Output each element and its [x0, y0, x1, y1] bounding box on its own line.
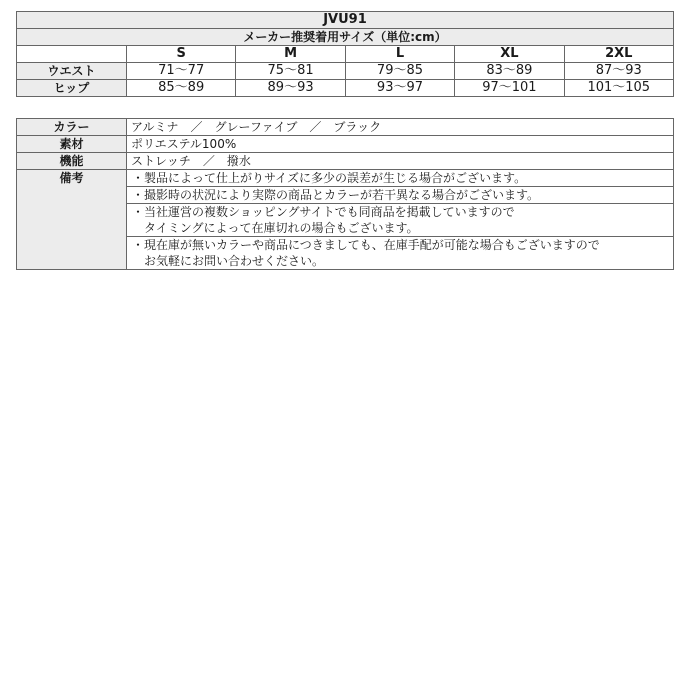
row-label-waist: ウエスト [17, 63, 127, 80]
note-line: タイミングによって在庫切れの場合もございます。 [132, 221, 419, 235]
size-row-hip [17, 80, 674, 97]
note-item [127, 170, 674, 187]
note-line: ・製品によって仕上がりサイズに多少の誤差が生じる場合がございます。 [132, 171, 527, 185]
size-chart-model-row [17, 12, 674, 29]
waist-value: 75〜81 [236, 63, 345, 80]
size-header-xl: XL [455, 46, 564, 63]
note-line: ・当社運営の複数ショッピングサイトでも同商品を掲載していますので [132, 205, 515, 219]
hip-value: 89〜93 [236, 80, 345, 97]
waist-value: 83〜89 [455, 63, 564, 80]
note-item [127, 187, 674, 204]
hip-value: 97〜101 [455, 80, 564, 97]
notes-label: 備考 [17, 170, 127, 270]
hip-value: 101〜105 [564, 80, 673, 97]
size-header-l: L [345, 46, 454, 63]
waist-value: 79〜85 [345, 63, 454, 80]
waist-value: 87〜93 [564, 63, 673, 80]
note-line: お気軽にお問い合わせください。 [132, 254, 325, 268]
size-chart-caption: メーカー推奨着用サイズ（単位:cm） [17, 29, 674, 46]
product-info-table [16, 118, 674, 270]
color-value: アルミナ ／ グレーファイブ ／ ブラック [127, 119, 674, 136]
model-code: JVU91 [17, 12, 674, 29]
material-label: 素材 [17, 136, 127, 153]
info-row-note-1 [17, 170, 674, 187]
note-line: ・現在庫が無いカラーや商品につきましても、在庫手配が可能な場合もございますので [132, 238, 600, 252]
hip-value: 85〜89 [127, 80, 236, 97]
size-chart-caption-row [17, 29, 674, 46]
size-header-2xl: 2XL [564, 46, 673, 63]
color-label: カラー [17, 119, 127, 136]
info-row-function [17, 153, 674, 170]
waist-value: 71〜77 [127, 63, 236, 80]
size-chart-table [16, 11, 674, 97]
hip-value: 93〜97 [345, 80, 454, 97]
info-row-color [17, 119, 674, 136]
size-header-s: S [127, 46, 236, 63]
size-header-m: M [236, 46, 345, 63]
size-header-row [17, 46, 674, 63]
size-header-corner [17, 46, 127, 63]
row-label-hip: ヒップ [17, 80, 127, 97]
note-line: ・撮影時の状況により実際の商品とカラーが若干異なる場合がございます。 [132, 188, 540, 202]
note-item [127, 204, 674, 237]
function-value: ストレッチ ／ 撥水 [127, 153, 674, 170]
function-label: 機能 [17, 153, 127, 170]
note-item [127, 237, 674, 270]
material-value: ポリエステル100% [127, 136, 674, 153]
info-row-material [17, 136, 674, 153]
size-row-waist [17, 63, 674, 80]
